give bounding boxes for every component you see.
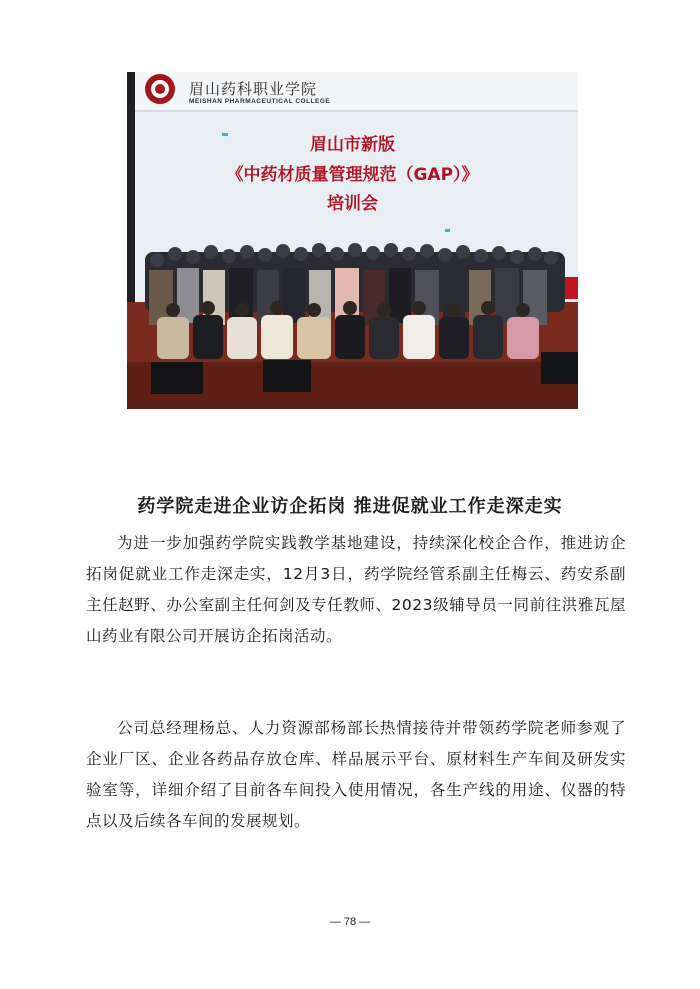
article-paragraph-2: 公司总经理杨总、人力资源部杨部长热情接待并带领药学院老师参观了企业厂区、企业各药品存放仓库、样品展示平台、原材料生产车间及研发实验室等，详细介绍了目前各车间投入使用情况，各生产线的用途、仪器的特点以及后续各车间的发展规划。	[86, 719, 626, 830]
event-photo	[127, 72, 578, 409]
screen-title-line1: 眉山市新版	[310, 135, 395, 155]
screen-title-line3: 培训会	[327, 194, 378, 214]
article-heading: 药学院走进企业访企拓岗 推进促就业工作走深走实	[137, 496, 563, 517]
article-paragraph-1: 为进一步加强药学院实践教学基地建设，持续深化校企合作，推进访企拓岗促就业工作走深走实，12月3日，药学院经管系副主任梅云、药安系副主任赵野、办公室副主任何剑及专任教师、2023级辅导员一同前往洪雅瓦屋山药业有限公司开展访企拓岗活动。	[86, 534, 626, 645]
photo-scene	[127, 72, 578, 409]
page-number: — 78 —	[329, 916, 371, 928]
college-name-en: MEISHAN PHARMACEUTICAL COLLEGE	[189, 98, 331, 105]
college-name-cn: 眉山药科职业学院	[189, 80, 318, 98]
screen-title-line2: 《中药材质量管理规范（GAP）》	[226, 165, 479, 185]
